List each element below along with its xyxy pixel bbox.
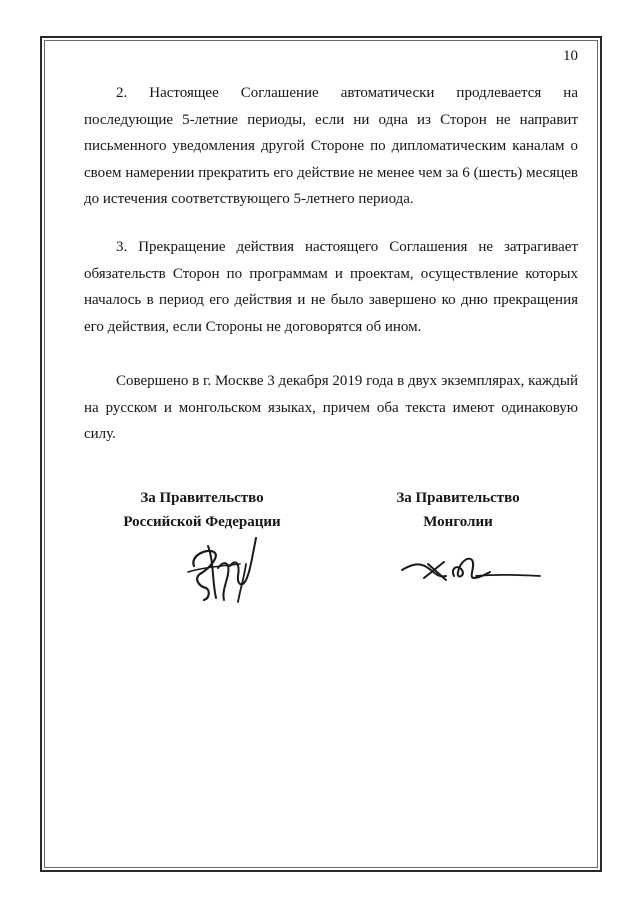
signatory-russia-line2: Российской Федерации bbox=[123, 514, 281, 530]
signatory-mongolia-line2: Монголии bbox=[423, 514, 493, 530]
signatory-mongolia-line1: За Правительство bbox=[396, 490, 520, 506]
signatory-russia-line1: За Правительство bbox=[140, 490, 264, 506]
paragraph-done-at: Совершено в г. Москве 3 декабря 2019 года в двух экземплярах, каждый на русском и монгольском языках, причем оба текста имеют одинаковую силу. bbox=[84, 373, 578, 442]
signatory-russia bbox=[92, 486, 312, 534]
signature-mongolia bbox=[398, 548, 546, 588]
signatory-mongolia bbox=[348, 486, 568, 534]
paragraph-termination: 3. Прекращение действия настоящего Соглашения не затрагивает обязательств Сторон по программам и проектам, осуществление которых началось в период его действия и не было завершено ко дню прекращения его действия, если Стороны не договорятся об ином. bbox=[84, 239, 578, 335]
signature-russia bbox=[180, 528, 266, 608]
paragraph-renewal: 2. Настоящее Соглашение автоматически продлевается на последующие 5-летние периоды, если ни одна из Сторон не направит письменного уведомления другой Стороне по дипломатическим каналам о своем намерении прекратить его действие не менее чем за 6 (шесть) месяцев до истечения соответствующего 5-летнего периода. bbox=[84, 85, 578, 207]
page-number: 10 bbox=[563, 48, 578, 64]
